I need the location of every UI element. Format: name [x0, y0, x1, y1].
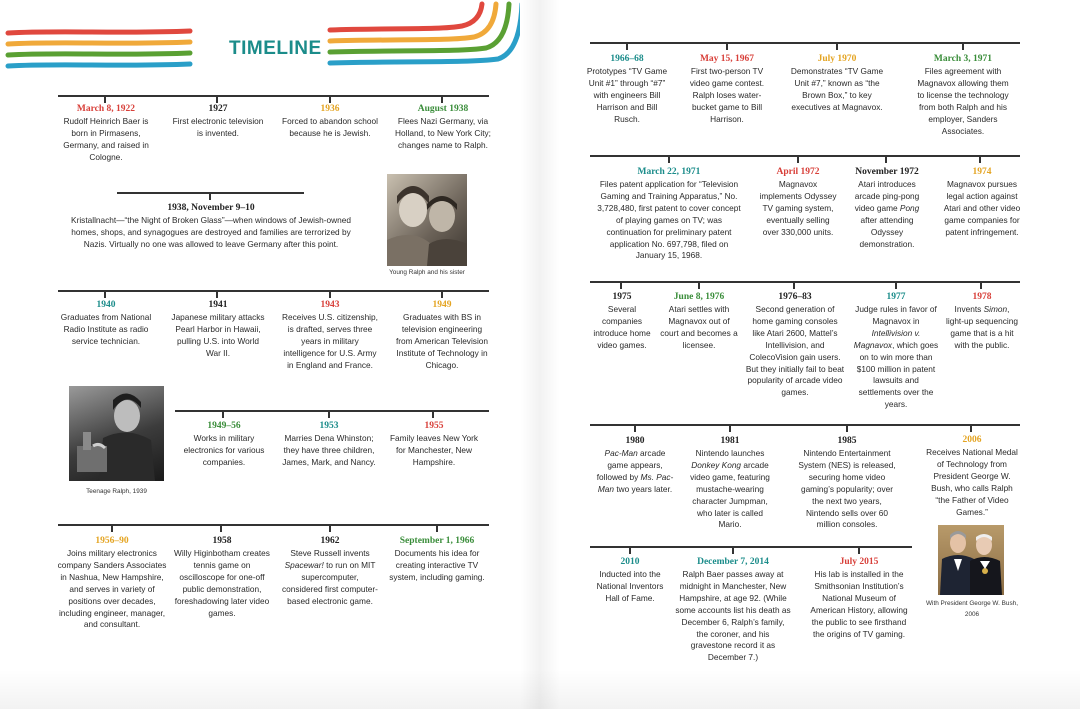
timeline-tick — [885, 156, 887, 163]
event-date: 1981 — [720, 436, 740, 446]
event-date: March 8, 1922 — [76, 104, 136, 114]
event-text-pre: Judge rules in favor of Magnavox in — [855, 304, 937, 326]
event-text: Ralph Baer passes away at midnight in Manchester, New Hampshire, at age 92. (While some accounts list his death as December 6, Ralph’s family, the coroner, and his gravestone record it as December 7.) — [675, 569, 791, 663]
timeline-tick — [793, 282, 795, 289]
event-1941 — [170, 299, 266, 360]
photo-teenage-ralph — [69, 386, 164, 481]
event-1966 — [386, 535, 488, 584]
timeline-tick — [222, 411, 224, 418]
event-date: 1949 — [432, 300, 452, 310]
event-date: 1985 — [837, 436, 857, 446]
timeline-tick — [441, 96, 443, 103]
event-text-post: , which goes on to win more than $100 million in patent lawsuits and settlements over the years. — [856, 339, 939, 410]
event-1981 — [686, 435, 774, 531]
event-date: 1941 — [208, 300, 228, 310]
event-text-post: arcade video game, featuring mustache-wearing character Jumpman, who later is called Mario. — [690, 459, 770, 530]
event-date: 1974 — [972, 167, 992, 177]
timeline-tick — [698, 282, 700, 289]
timeline-tick — [962, 43, 964, 50]
timeline-tick — [858, 547, 860, 554]
event-text: Magnavox implements Odyssey TV gaming system, eventually selling over 330,000 units. — [759, 179, 837, 237]
timeline-line — [590, 155, 1020, 157]
event-text-pre: Invents — [954, 304, 984, 314]
timeline-tick — [329, 96, 331, 103]
page-title: TIMELINE — [229, 38, 322, 59]
timeline-tick — [620, 282, 622, 289]
event-1977 — [853, 291, 939, 411]
event-1955 — [386, 420, 482, 469]
event-text: Files agreement with Magnavox allowing them to license the technology from both Ralph and his employer, Sanders Associates. — [917, 66, 1009, 136]
event-date: May 15, 1967 — [699, 54, 755, 64]
timeline-tick — [216, 291, 218, 298]
timeline-tick — [111, 525, 113, 532]
timeline-tick — [104, 96, 106, 103]
event-date: 1938, November 9–10 — [167, 203, 255, 213]
event-text-post: two years later. — [614, 483, 673, 494]
timeline-tick — [104, 291, 106, 298]
photo-caption: With President George W. Bush, 2006 — [926, 600, 1018, 618]
event-date: 1978 — [972, 292, 992, 302]
timeline-tick — [846, 425, 848, 432]
event-1949-56 — [178, 420, 270, 469]
event-text: Kristallnacht—“the Night of Broken Glass”—when windows of Jewish-owned homes, shops, and synagogues are destroyed and families are terrorized by Nazis. Virtually no one was allowed to leave Germany after this point. — [71, 215, 351, 249]
event-date: 1943 — [320, 300, 340, 310]
event-text-emphasis: Simon — [983, 304, 1008, 314]
event-1985 — [797, 435, 897, 531]
event-november-1972 — [846, 166, 928, 250]
event-aug-1938 — [392, 103, 494, 152]
event-text-emphasis: Ms. Pac-Man — [597, 471, 674, 494]
event-text: Joins military electronics company Sanders Associates in Nashua, New Hampshire, and serves in variety of positions over decades, including engineer, manager, and consultant. — [57, 548, 167, 630]
event-text-emphasis: Intellivision v. Magnavox — [853, 327, 921, 350]
timeline-line — [58, 524, 489, 526]
event-text: Willy Higinbotham creates tennis game on oscilloscope for one-off public demonstration, foreshadowing later video games. — [174, 548, 270, 618]
event-date: 1956–90 — [95, 536, 129, 546]
event-text: Japanese military attacks Pearl Harbor in Hawaii, pulling U.S. into World War II. — [171, 312, 265, 358]
event-text: Marries Dena Whinston; they have three children, James, Mark, and Nancy. — [282, 433, 376, 467]
event-december-2014 — [675, 556, 791, 664]
event-date: 2010 — [620, 557, 640, 567]
event-text: Several companies introduce home video games. — [593, 304, 651, 350]
event-text: Flees Nazi Germany, via Holland, to New York City; changes name to Ralph. — [395, 116, 491, 150]
event-date: November 1972 — [855, 167, 919, 177]
timeline-line — [590, 281, 1020, 283]
photo-caption: Teenage Ralph, 1939 — [86, 488, 147, 495]
timeline-tick — [329, 291, 331, 298]
event-date: April 1972 — [776, 167, 820, 177]
event-date: 1962 — [320, 536, 340, 546]
event-march-3-1971 — [914, 53, 1012, 137]
event-date: July 2015 — [839, 557, 879, 567]
event-june-1976 — [660, 291, 738, 352]
event-text-emphasis: Spacewar! — [284, 559, 324, 570]
event-1943 — [282, 299, 378, 372]
timeline-tick — [328, 411, 330, 418]
event-date: March 22, 1971 — [637, 167, 701, 177]
event-text: Second generation of home gaming consoles like Atari 2600, Mattel’s Intellivision, and ColecoVision gain users. But they initially fail to beat popularity of arcade video games. — [745, 304, 845, 398]
event-text: Works in military electronics for various companies. — [183, 433, 265, 467]
event-date: June 8, 1976 — [673, 292, 725, 302]
event-date: September 1, 1966 — [399, 536, 475, 546]
event-text-emphasis: Pac-Man — [604, 448, 638, 458]
event-text: Demonstrates “TV Game Unit #7,” known as “the Brown Box,” to key executives at Magnavox. — [790, 66, 884, 112]
timeline-tick — [668, 156, 670, 163]
timeline-line — [590, 546, 912, 548]
event-date: 1976–83 — [778, 292, 812, 302]
event-kristallnacht — [70, 202, 352, 251]
event-1956-90 — [56, 535, 168, 631]
event-text-mid: arcade game appears, followed by — [596, 448, 666, 482]
event-text: Inducted into the National Inventors Hall of Fame. — [596, 569, 664, 603]
event-date: 1980 — [625, 436, 645, 446]
page-bottom-shadow — [0, 669, 1080, 709]
event-text-post: , light-up sequencing game that is a hit with the public. — [946, 304, 1018, 350]
timeline-tick — [329, 525, 331, 532]
event-date: August 1938 — [417, 104, 469, 114]
event-1958 — [172, 535, 272, 619]
event-date: December 7, 2014 — [697, 557, 769, 567]
event-may-1967 — [685, 53, 769, 126]
event-1980 — [596, 435, 674, 496]
event-date: March 3, 1971 — [933, 54, 993, 64]
event-july-1970 — [786, 53, 888, 114]
event-march-22-1971 — [596, 166, 742, 262]
event-1940 — [58, 299, 154, 348]
event-2010 — [592, 556, 668, 605]
event-date: July 1970 — [817, 54, 857, 64]
event-1978 — [946, 291, 1018, 352]
event-1962 — [280, 535, 380, 608]
event-text-emphasis: Donkey Kong — [691, 459, 742, 470]
timeline-tick — [970, 425, 972, 432]
event-1953 — [278, 420, 380, 469]
timeline-tick — [729, 425, 731, 432]
timeline-line — [590, 424, 1020, 426]
event-date: 1966–68 — [610, 54, 644, 64]
event-text: Receives U.S. citizenship, is drafted, serves three years in military intelligence for U.S. Army in England and France. — [282, 312, 378, 370]
event-text: His lab is installed in the Smithsonian Institution’s National Museum of American History, allowing the public to see firsthand the origins of TV gaming. — [810, 569, 908, 639]
event-text: Atari settles with Magnavox out of court and becomes a licensee. — [660, 304, 738, 350]
timeline-tick — [726, 43, 728, 50]
timeline-line — [58, 290, 489, 292]
event-text-post: to run on MIT supercomputer, considered first computer-based electronic game. — [282, 559, 378, 606]
timeline-tick — [436, 525, 438, 532]
event-text: Magnavox pursues legal action against Atari and other video game companies for patent infringement. — [943, 179, 1021, 237]
event-text: Prototypes “TV Game Unit #1” through “#7” with engineers Bill Harrison and Bill Rusch. — [586, 66, 668, 124]
event-text: Receives National Medal of Technology from President George W. Bush, who calls Ralph “the Father of Video Games.” — [926, 447, 1018, 517]
timeline-tick — [895, 282, 897, 289]
event-text-pre: Steve Russell invents — [290, 548, 370, 558]
event-text: Documents his idea for creating interactive TV system, including gaming. — [389, 548, 485, 582]
event-date: 2006 — [962, 435, 982, 445]
event-text: Files patent application for “Television Gaming and Training Apparatus,” No. 3,728,480, first patent to cover concept of playing games on TV; was continuation for preliminary patent application No. 697,798, filed on January 15, 1968. — [597, 179, 741, 261]
event-text: Nintendo Entertainment System (NES) is released, securing home video gaming’s popularity; over the next two years, Nintendo sells over 60 million consoles. — [798, 448, 896, 530]
event-text-post: after attending Odyssey demonstration. — [859, 214, 915, 249]
book-gutter — [520, 0, 560, 709]
event-date: 1977 — [886, 292, 906, 302]
event-1936 — [282, 103, 378, 140]
event-1974 — [938, 166, 1026, 239]
timeline-tick — [209, 193, 211, 200]
event-1927 — [170, 103, 266, 140]
timeline-tick — [220, 525, 222, 532]
event-text: Family leaves New York for Manchester, New Hampshire. — [389, 433, 479, 467]
event-1975 — [588, 291, 656, 352]
event-text-pre: Atari introduces arcade ping-pong video game — [854, 179, 920, 213]
event-text: Graduates from National Radio Institute as radio service technician. — [60, 312, 152, 346]
event-april-1972 — [758, 166, 838, 239]
timeline-tick — [629, 547, 631, 554]
timeline-tick — [980, 282, 982, 289]
event-text: Rudolf Heinrich Baer is born in Pirmasens, Germany, and raised in Cologne. — [63, 116, 149, 162]
event-july-2015 — [806, 556, 912, 640]
timeline-tick — [732, 547, 734, 554]
timeline-tick — [979, 156, 981, 163]
event-date: 1953 — [319, 421, 339, 431]
timeline-tick — [634, 425, 636, 432]
timeline-tick — [626, 43, 628, 50]
timeline-tick — [216, 96, 218, 103]
photo-with-president-bush — [938, 525, 1004, 595]
photo-caption: Young Ralph and his sister — [389, 269, 465, 276]
event-text: Forced to abandon school because he is Jewish. — [282, 116, 378, 138]
event-date: 1940 — [96, 300, 116, 310]
event-text-pre: Nintendo launches — [695, 448, 765, 458]
event-2006 — [924, 434, 1020, 518]
event-text: Graduates with BS in television engineering from American Television Institute of Technology in Chicago. — [395, 312, 489, 370]
event-1922 — [58, 103, 154, 164]
event-date: 1927 — [208, 104, 228, 114]
timeline-line — [590, 42, 1020, 44]
photo-ralph-and-sister — [387, 174, 467, 266]
event-date: 1936 — [320, 104, 340, 114]
timeline-tick — [432, 411, 434, 418]
event-text: First electronic television is invented. — [172, 116, 264, 138]
event-text-emphasis: Pong — [899, 202, 920, 213]
event-1949 — [394, 299, 490, 372]
event-date: 1949–56 — [207, 421, 241, 431]
event-date: 1955 — [424, 421, 444, 431]
event-1966-68 — [585, 53, 669, 126]
event-date: 1958 — [212, 536, 232, 546]
timeline-tick — [797, 156, 799, 163]
event-1976-83 — [745, 291, 845, 399]
event-date: 1975 — [612, 292, 632, 302]
timeline-line — [58, 95, 489, 97]
timeline-tick — [441, 291, 443, 298]
event-text: First two-person TV video game contest. Ralph loses water-bucket game to Bill Harrison. — [689, 66, 765, 124]
timeline-tick — [836, 43, 838, 50]
